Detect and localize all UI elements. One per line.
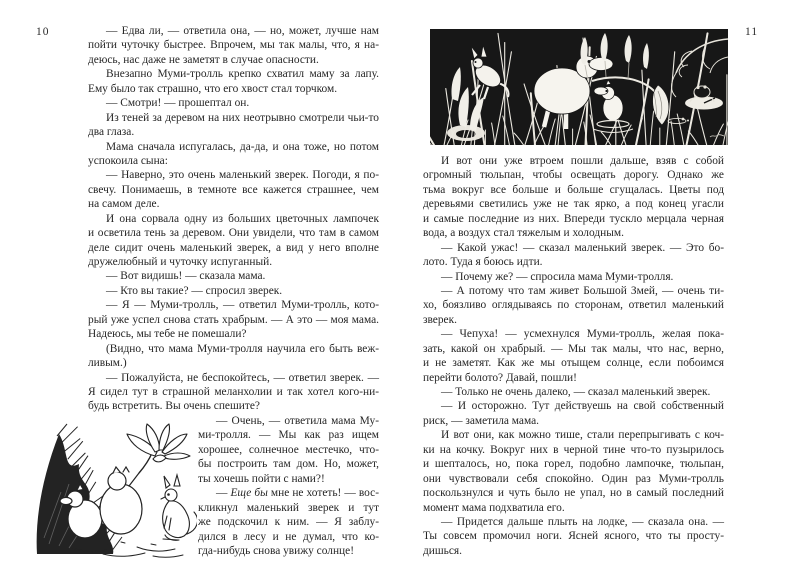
- text-line: И вот они, как можно тише, стали перепрыгивать с коч-: [441, 429, 724, 442]
- text-line: гда-нибудь снова увижу солнце!: [198, 544, 355, 557]
- text-line: деюсь, нас даже не заметят в случае опасности.: [88, 53, 319, 66]
- text-line: — Почему же? — спросила мама Муми-тролля.: [441, 270, 674, 283]
- text-line: деревьями светились уже не так ярко, а под конец угасли: [423, 198, 724, 211]
- night-swamp-illustration-svg: [430, 29, 728, 145]
- text-line: — И осторожно. Тут действуешь на свой собственный: [441, 400, 724, 413]
- text-line: Ему было так страшно, что его хвост стал торчком.: [88, 82, 338, 95]
- text-line: — Пожалуйста, не беспокойтесь, — ответил зверек. —: [106, 371, 379, 384]
- text-line: зать, какой он храбрый. — Мы так малы, что нас, верно,: [423, 342, 724, 355]
- text-line: дился в лесу и не думал, что ко-: [198, 530, 379, 543]
- text-line: — Только не очень далеко, — сказал маленький зверек.: [441, 386, 711, 398]
- text-line: лото. Туда я боюсь идти.: [423, 256, 543, 269]
- text-line: дружелюбный и чуточку испуганный.: [88, 256, 273, 268]
- text-line: риск, — заметила мама.: [423, 414, 540, 427]
- text-line: И вот они уже втроем пошли дальше, взяв с собой: [441, 155, 724, 167]
- flower-meeting-illustration: [33, 422, 197, 560]
- text-line: и шепталось, но, пока горел, подобно лампочке, тюльпан,: [423, 458, 724, 471]
- text-line: Я сидел тут в страшной меланхолии и так хотел кого-ни-: [88, 385, 379, 398]
- text-line: Мама сначала испугалась, да-да, и она тоже, но потом: [106, 140, 379, 153]
- text-line: зверек.: [423, 313, 457, 326]
- text-line: же подскочил к ним. — Я заблу-: [198, 516, 379, 529]
- text-line: тьма вокруг все больше и больше сгущалась. Цветы под: [423, 183, 724, 196]
- text-line: ты хочешь пойти с нами?!: [198, 472, 325, 485]
- text-line: они чувствовали себя спокойно. Один раз Муми-тролль: [423, 472, 724, 485]
- right-page-text-column: [423, 154, 724, 558]
- text-line: огромный тюльпан, чтобы освещать дорогу. Однако же: [423, 169, 724, 182]
- text-line: Внезапно Муми-тролль крепко схватил маму за лапу.: [106, 68, 379, 81]
- text-line: дишься.: [423, 544, 462, 557]
- flower-meeting-illustration-svg: [33, 422, 197, 560]
- text-line: ливым.): [88, 357, 127, 370]
- text-line: — Какой ужас! — сказал маленький зверек. — Это бо-: [441, 241, 724, 254]
- text-line: — Придется дальше плыть на лодке, — сказала она. —: [441, 515, 724, 528]
- text-line: ки на кочку. Вокруг них в черной тине что-то пузырилось: [423, 443, 724, 456]
- text-line: (Видно, что мама Муми-тролля научила его быть веж-: [106, 342, 379, 355]
- left-page-wrapped-text: [198, 414, 379, 558]
- text-line: поскользнулся и чуть было не упал, но в самый последний: [423, 487, 724, 500]
- text-line: — Вот видишь! — сказала мама.: [106, 270, 266, 283]
- text-line: — А потому что там живет Большой Змей, — очень ти-: [441, 284, 724, 297]
- text-line: — Я — Муми-тролль, — ответил Муми-тролль, кото-: [106, 299, 379, 312]
- text-line: будь встретить. Вы очень спешите?: [88, 400, 260, 413]
- page-number-left: 10: [36, 26, 50, 38]
- text-line: пойти чуточку быстрее. Впрочем, мы так малы, что, я на-: [88, 39, 379, 52]
- text-line: — Едва ли, — ответила она, — но, может, лучше нам: [106, 25, 379, 37]
- text-line: момент мама подхватила его.: [423, 501, 565, 514]
- text-line: успокоила сына:: [88, 154, 168, 167]
- text-line: и не заметят. Как же мы отыщем солнце, если побоимся: [423, 357, 724, 370]
- text-line: перейти болото? Давай, пошли!: [423, 371, 577, 384]
- text-line: Из теней за деревом на них неотрывно смотрели чьи-то: [106, 111, 379, 124]
- text-line: хо, боязливо оглядываясь по сторонам, ответил маленький: [423, 299, 724, 312]
- text-line: — Чепуха! — усмехнулся Муми-тролль, желая пока-: [441, 328, 724, 341]
- left-page-text-column: [88, 24, 379, 414]
- text-line: два глаза.: [88, 126, 135, 139]
- text-line: на самом деле.: [88, 198, 160, 211]
- text-line: и самые последние из них. Впереди тускло мерцала черная: [423, 212, 724, 225]
- text-line: Надеюсь, мы тебе не помешали?: [88, 328, 247, 341]
- text-line: Ты совсем промочил ноги. Ясней ясного, что ты просту-: [423, 530, 724, 543]
- text-line: деле сидит очень маленький зверек, а вид у него вполне: [88, 241, 379, 254]
- night-swamp-illustration: [430, 29, 728, 145]
- page-number-right: 11: [745, 26, 759, 38]
- text-line: ми-тролля. — Мы как раз ищем: [198, 429, 379, 442]
- text-line: — Очень, — ответила мама Му-: [216, 415, 379, 427]
- text-line: кликнул маленький зверек и тут: [198, 501, 379, 514]
- text-line: И она сорвала одну из больших цветочных лампочек: [106, 212, 379, 225]
- text-line: и осветила тень за деревом. Они увидели, что там в самом: [88, 227, 379, 240]
- text-line: — Наверно, это очень маленький зверек. Погоди, я по-: [106, 169, 379, 182]
- text-line: рый уже успел снова стать храбрым. — А это — моя мама.: [88, 313, 379, 326]
- text-line: вода, а воздух стал тяжелым и холодным.: [423, 227, 624, 240]
- text-line: бы построить там дом. Но, может,: [198, 458, 379, 471]
- text-line: — Кто вы такие? — спросил зверек.: [106, 284, 283, 297]
- text-line: свечу. Понимаешь, в темноте все кажется страшнее, чем: [88, 183, 379, 196]
- text-line: хорошее, солнечное местечко, что-: [198, 443, 379, 456]
- text-line: — Смотри! — прошептал он.: [106, 97, 250, 110]
- text-line: — Еще бы мне не хотеть! — вос-: [216, 487, 379, 500]
